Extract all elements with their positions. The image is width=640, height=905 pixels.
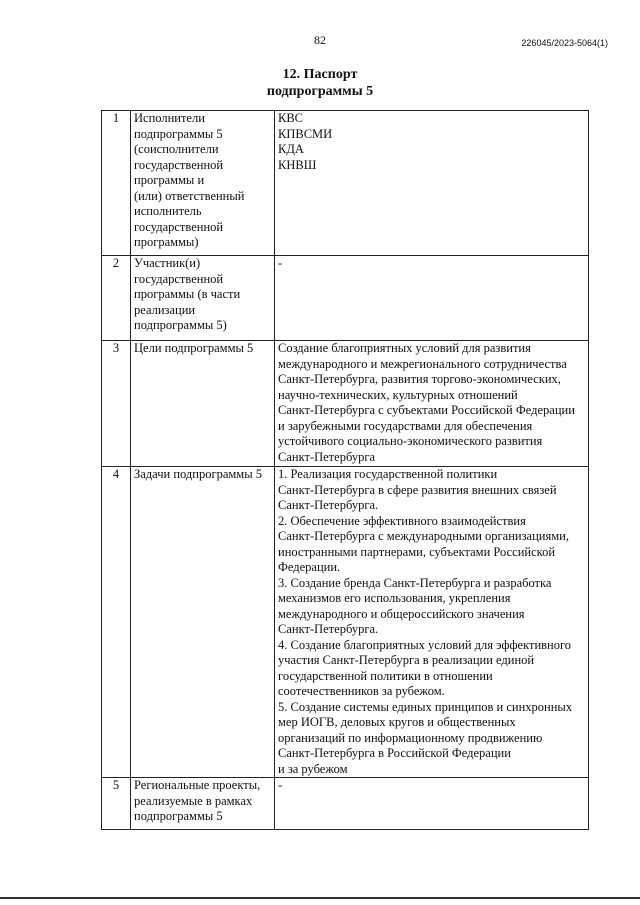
row-number: 2 bbox=[102, 256, 131, 341]
row-value: 1. Реализация государственной политики Санкт-Петербурга в сфере развития внешних связей Санкт-Петербурга. 2. Обеспечение эффективного взаимодействия Санкт-Петербурга с международными организациями, иностранными партнерами, субъектами Российской Федерации. 3. Создание бренда Санкт-Петербурга и разработка механизмов его использования, укрепления международного и общероссийского значения Санкт-Петербурга. 4. Создание благоприятных условий для эффективного участия Санкт-Петербурга в реализации единой государственной политики в отношении соотечественников за рубежом. 5. Создание системы единых принципов и синхронных мер ИОГВ, деловых кругов и общественных организаций по информационному продвижению Санкт-Петербурга в Российской Федерации и за рубежом bbox=[275, 467, 589, 778]
row-number: 4 bbox=[102, 467, 131, 778]
table-row bbox=[102, 256, 589, 341]
row-label: Задачи подпрограммы 5 bbox=[131, 467, 275, 778]
title-line: 12. Паспорт bbox=[282, 67, 358, 82]
row-label: Цели подпрограммы 5 bbox=[131, 341, 275, 467]
row-label: Исполнители подпрограммы 5 (соисполнители государственной программы и (или) ответственный исполнитель государственной программы) bbox=[131, 111, 275, 256]
row-number: 3 bbox=[102, 341, 131, 467]
document-code: 226045/2023-5064(1) bbox=[521, 38, 608, 48]
row-number: 1 bbox=[102, 111, 131, 256]
table-row bbox=[102, 778, 589, 830]
title-line: подпрограммы 5 bbox=[266, 84, 374, 99]
row-label: Региональные проекты, реализуемые в рамках подпрограммы 5 bbox=[131, 778, 275, 830]
row-value: - bbox=[275, 256, 589, 341]
row-value: КВС КПВСМИ КДА КНВШ bbox=[275, 111, 589, 256]
page-number: 82 bbox=[314, 33, 326, 47]
table-row bbox=[102, 467, 589, 778]
page-title bbox=[0, 66, 640, 100]
table-row bbox=[102, 341, 589, 467]
table-row bbox=[102, 111, 589, 256]
row-label: Участник(и) государственной программы (в части реализации подпрограммы 5) bbox=[131, 256, 275, 341]
row-value: Создание благоприятных условий для развития международного и межрегионального сотрудничества Санкт-Петербурга, развития торгово-экономических, научно-технических, культурных отношений Санкт-Петербурга с субъектами Российской Федерации и зарубежными государствами для обеспечения устойчивого социально-экономического развития Санкт-Петербурга bbox=[275, 341, 589, 467]
row-number: 5 bbox=[102, 778, 131, 830]
scan-edge-divider bbox=[0, 897, 640, 899]
row-value: - bbox=[275, 778, 589, 830]
passport-table bbox=[101, 110, 589, 830]
